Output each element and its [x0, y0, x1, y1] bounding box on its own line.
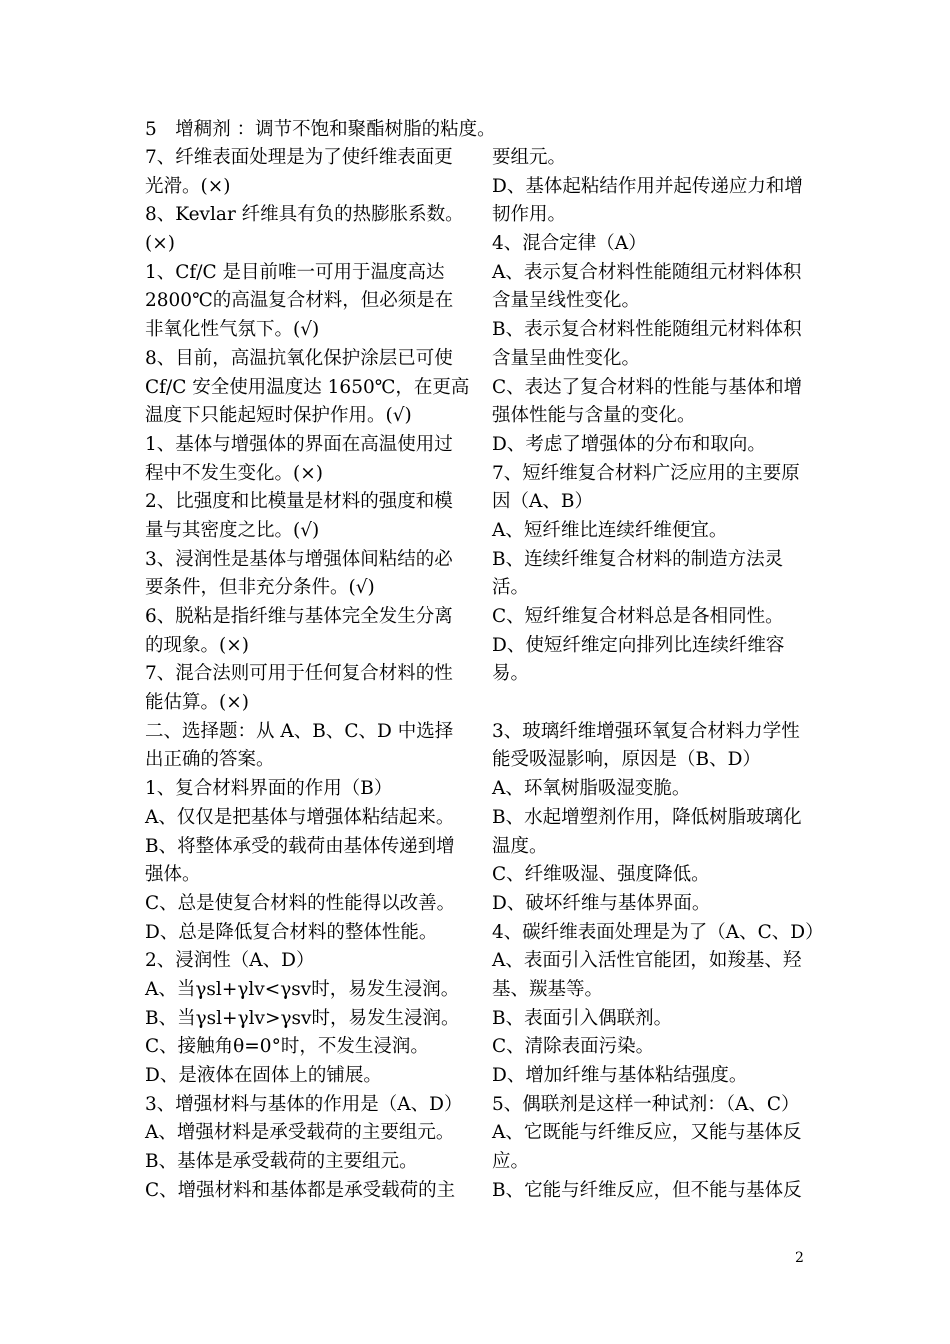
text-line: 活。 [492, 577, 530, 599]
text-line: 3、玻璃纤维增强环氧复合材料力学性 [492, 720, 800, 742]
text-line: B、基体是承受载荷的主要组元。 [145, 1151, 418, 1173]
text-line: 2、浸润性（A、D） [145, 950, 315, 972]
text-line: 7、纤维表面处理是为了使纤维表面更 [145, 147, 453, 168]
text-line: A、表示复合材料性能随组元材料体积 [492, 261, 802, 283]
text-line: 出正确的答案。 [145, 749, 275, 771]
text-line: A、短纤维比连续纤维便宜。 [492, 519, 728, 541]
text-line: 二、选择题：从 A、B、C、D 中选择 [145, 720, 454, 742]
text-line: A、环氧树脂吸湿变脆。 [492, 778, 691, 800]
right-column [492, 144, 822, 1205]
text-line: 要条件，但非充分条件。(√) [145, 577, 375, 599]
text-line: B、表面引入偶联剂。 [492, 1007, 673, 1029]
text-line: 2800℃的高温复合材料，但必须是在 [145, 290, 454, 312]
text-line: 含量呈线性变化。 [492, 290, 641, 312]
text-line: 8、目前，高温抗氧化保护涂层已可使 [145, 347, 453, 369]
text-line: D、使短纤维定向排列比连续纤维容 [492, 634, 785, 656]
text-line: D、是液体在固体上的铺展。 [145, 1065, 382, 1086]
text-line: 3、浸润性是基体与增强体间粘结的必 [145, 548, 453, 570]
text-line: C、短纤维复合材料总是各相同性。 [492, 606, 784, 627]
text-line: 基、羰基等。 [492, 978, 604, 1000]
text-line: B、水起增塑剂作用，降低树脂玻璃化 [492, 806, 802, 828]
text-line: 4、碳纤维表面处理是为了（A、C、D） [492, 921, 824, 943]
text-line: A、当γsl+γlv<γsv时，易发生浸润。 [145, 978, 460, 1000]
text-line: 温度下只能起短时保护作用。(√) [145, 405, 412, 427]
top-line: 5 增稠剂 ：调节不饱和聚酯树脂的粘度。 [145, 119, 496, 140]
text-line: D、总是降低复合材料的整体性能。 [145, 921, 438, 943]
text-line: A、增强材料是承受载荷的主要组元。 [145, 1122, 455, 1144]
text-line: B、表示复合材料性能随组元材料体积 [492, 319, 802, 341]
text-line: C、表达了复合材料的性能与基体和增 [492, 376, 803, 398]
text-line: C、清除表面污染。 [492, 1036, 655, 1058]
page-number: 2 [795, 1250, 804, 1266]
text-line: 5、偶联剂是这样一种试剂：（A、C） [492, 1093, 800, 1115]
text-line: C、总是使复合材料的性能得以改善。 [145, 892, 456, 914]
text-line: 韧作用。 [492, 204, 567, 226]
text-line: D、基体起粘结作用并起传递应力和增 [492, 175, 803, 197]
text-line: 7、短纤维复合材料广泛应用的主要原 [492, 462, 800, 484]
text-line: C、接触角θ=0°时，不发生浸润。 [145, 1036, 429, 1058]
text-line: 6、脱粘是指纤维与基体完全发生分离 [145, 606, 453, 627]
text-line: 的现象。(×) [145, 634, 249, 656]
text-line: B、当γsl+γlv>γsv时，易发生浸润。 [145, 1007, 460, 1029]
text-line: 易。 [492, 663, 530, 685]
text-line: 8、Kevlar 纤维具有负的热膨胀系数。 [145, 204, 464, 226]
text-line: 1、Cf/C 是目前唯一可用于温度高达 [145, 261, 445, 283]
blank-line [492, 689, 822, 718]
text-line: A、它既能与纤维反应，又能与基体反 [492, 1122, 802, 1144]
text-line: 非氧化性气氛下。(√) [145, 319, 320, 341]
text-line: 温度。 [492, 835, 548, 857]
text-line: 光滑。(×) [145, 175, 231, 197]
text-line: 强体。 [145, 864, 201, 886]
text-line: Cf/C 安全使用温度达 1650℃，在更高 [145, 376, 470, 398]
text-line: D、破坏纤维与基体界面。 [492, 892, 711, 914]
text-line: 1、复合材料界面的作用（B） [145, 778, 393, 800]
text-line: D、增加纤维与基体粘结强度。 [492, 1065, 748, 1086]
text-line: A、仅仅是把基体与增强体粘结起来。 [145, 806, 455, 828]
text-line: D、考虑了增强体的分布和取向。 [492, 433, 766, 455]
text-line: 能受吸湿影响，原因是（B、D） [492, 749, 761, 771]
text-line: C、增强材料和基体都是承受载荷的主 [145, 1179, 456, 1201]
text-line: 要组元。 [492, 147, 567, 168]
left-column [145, 144, 475, 1205]
text-line: 4、混合定律（A） [492, 233, 647, 255]
text-line: C、纤维吸湿、强度降低。 [492, 864, 710, 886]
text-line: 2、比强度和比模量是材料的强度和模 [145, 491, 453, 513]
text-line: 能估算。(×) [145, 692, 249, 714]
text-line: B、连续纤维复合材料的制造方法灵 [492, 548, 784, 570]
text-line: 因（A、B） [492, 491, 593, 513]
text-line: 程中不发生变化。(×) [145, 462, 323, 484]
text-line: 强体性能与含量的变化。 [492, 405, 696, 427]
text-line: B、它能与纤维反应，但不能与基体反 [492, 1179, 802, 1201]
text-line: A、表面引入活性官能团，如羧基、羟 [492, 950, 802, 972]
text-line: 应。 [492, 1151, 530, 1173]
text-line: (×) [145, 233, 175, 255]
text-line: 含量呈曲性变化。 [492, 347, 641, 369]
text-line: 3、增强材料与基体的作用是（A、D） [145, 1093, 463, 1115]
text-line: 7、混合法则可用于任何复合材料的性 [145, 663, 453, 685]
text-line: 量与其密度之比。(√) [145, 519, 320, 541]
text-line: 1、基体与增强体的界面在高温使用过 [145, 433, 453, 455]
text-line: B、将整体承受的载荷由基体传递到增 [145, 835, 455, 857]
